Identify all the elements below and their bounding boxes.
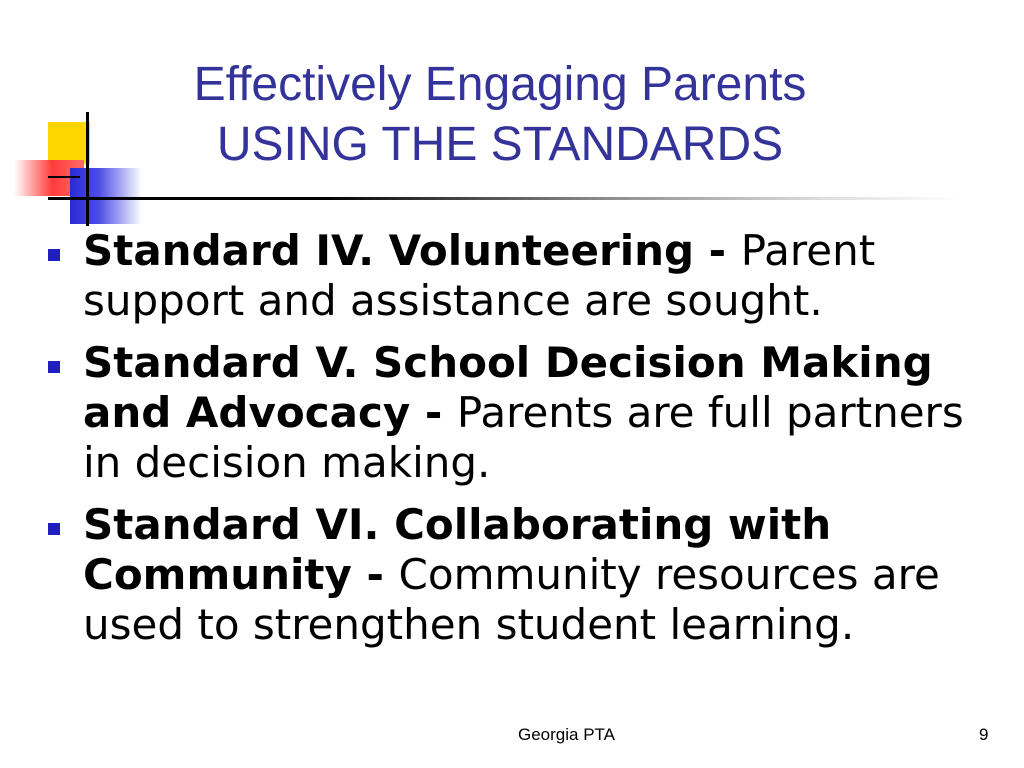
square-bullet-icon — [48, 361, 60, 373]
page-number: 9 — [979, 725, 989, 744]
bullet-list — [46, 226, 976, 662]
bullet-item-standard-iv — [46, 226, 976, 326]
bullet-heading: Standard V. School Decision Making and Advocacy - — [83, 338, 933, 437]
horizontal-tick — [48, 176, 80, 178]
square-bullet-icon — [48, 249, 60, 261]
square-bullet-icon — [48, 523, 60, 535]
bullet-text: Parent support and assistance are sought. — [83, 226, 876, 325]
title-line-1: Effectively Engaging Parents — [193, 58, 807, 111]
bullet-heading: Standard IV. Volunteering - — [83, 226, 741, 275]
title-divider — [48, 197, 960, 200]
slide-title — [60, 55, 940, 175]
footer-organization: Georgia PTA — [518, 725, 616, 744]
blue-square — [70, 168, 142, 224]
title-line-2: USING THE STANDARDS — [216, 118, 784, 171]
bullet-item-standard-v — [46, 338, 976, 488]
bullet-heading: Standard VI. Collaborating with Community - — [83, 500, 832, 599]
bullet-text: Parents are full partners in decision making. — [83, 388, 964, 487]
bullet-item-standard-vi — [46, 500, 976, 650]
bullet-text: Community resources are used to strengthen student learning. — [83, 550, 940, 649]
